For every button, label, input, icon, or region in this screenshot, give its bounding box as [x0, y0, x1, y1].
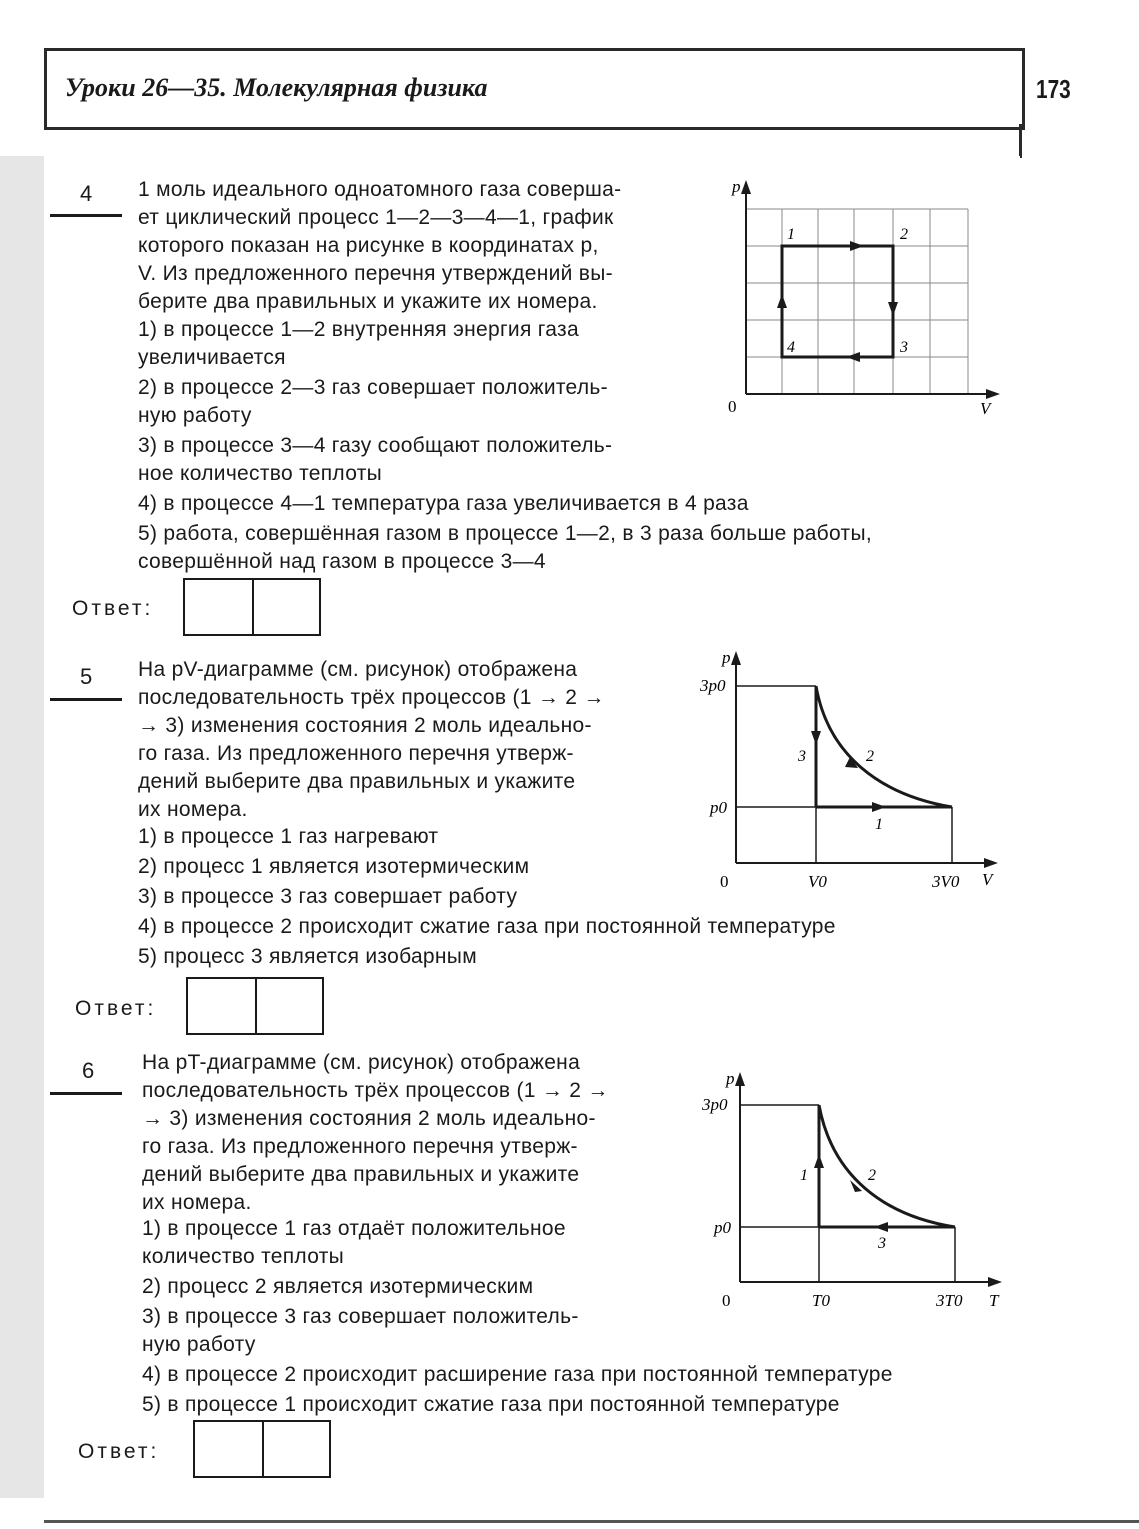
answer-label: Ответ:: [78, 1440, 160, 1463]
process-2-label: 2: [868, 1167, 876, 1184]
process-2-label: 2: [866, 748, 874, 765]
v-axis-label: V: [982, 870, 993, 889]
task-6-answer-box: [193, 1420, 331, 1478]
task-4-statement: [138, 176, 708, 316]
y-tick-p0: p0: [710, 798, 727, 817]
task-6-line: дений выберите два правильных и укажите: [142, 1163, 580, 1186]
task-4-answer-box: [183, 578, 321, 636]
task-6-number: 6: [82, 1058, 95, 1083]
answer-label: Ответ:: [75, 997, 157, 1020]
origin-label: 0: [720, 872, 729, 891]
x-tick-t0: T0: [812, 1291, 830, 1310]
process-1-arrow: [872, 802, 886, 812]
p-axis-arrow: [735, 1072, 745, 1086]
point-2-label: 2: [900, 226, 908, 243]
task-5-line: На pV-диаграмме (см. рисунок) отображена: [138, 658, 578, 681]
page-bottom: [0, 1498, 1139, 1529]
answer-label: Ответ:: [72, 597, 154, 620]
t-axis-label: T: [989, 1291, 999, 1310]
task-4-line: V. Из предложенного перечня утверждений вы-: [138, 262, 613, 285]
answer-cell[interactable]: [255, 979, 323, 1033]
answer-cell[interactable]: [262, 1422, 330, 1476]
task-5-marker: [50, 698, 122, 701]
task-4-line: 1 моль идеального одноатомного газа соверша-: [138, 178, 622, 201]
task-5-option-3: 3) в процессе 3 газ совершает работу: [138, 885, 518, 908]
point-4-label: 4: [787, 339, 795, 356]
point-3-label: 3: [900, 339, 908, 356]
task-5-statement: [138, 656, 678, 824]
task-5-line: дений выберите два правильных и укажите: [138, 770, 576, 793]
x-tick-3t0: 3T0: [936, 1291, 963, 1310]
task-5-graph: [700, 645, 1010, 895]
v-axis-arrow: [986, 389, 1000, 399]
task-5-line: последовательность трёх процессов (1 → 2 →: [138, 686, 605, 709]
header-divider: [1019, 124, 1022, 158]
y-tick-3p0: 3p0: [700, 676, 726, 695]
p-axis-arrow: [741, 180, 751, 194]
answer-cell[interactable]: [185, 580, 251, 634]
grid: [746, 209, 968, 394]
origin-label: 0: [728, 397, 737, 416]
y-tick-p0: p0: [714, 1218, 731, 1237]
v-axis-arrow: [984, 858, 998, 868]
cycle-path: [782, 246, 893, 357]
process-3-label: 3: [798, 748, 806, 765]
t-axis-arrow: [988, 1277, 1002, 1287]
task-6-line: их номера.: [142, 1191, 252, 1214]
task-4-line: берите два правильных и укажите их номера.: [138, 290, 598, 313]
answer-cell[interactable]: [195, 1422, 261, 1476]
task-6-option-2: 2) процесс 2 является изотермическим: [142, 1275, 534, 1298]
chapter-header: [44, 48, 1025, 130]
process-2-curve: [819, 1105, 955, 1227]
task-5-answer-box: [186, 977, 324, 1035]
arrow-2-3: [888, 302, 898, 316]
p-axis-label: p: [732, 177, 741, 196]
task-6-statement: [142, 1049, 680, 1217]
answer-cell[interactable]: [188, 979, 254, 1033]
task-4-marker: [50, 214, 122, 217]
task-6-line: → 3) изменения состояния 2 моль идеально-: [142, 1107, 596, 1130]
task-6-line: На pT-диаграмме (см. рисунок) отображена: [142, 1051, 581, 1074]
origin-label: 0: [722, 1291, 731, 1310]
task-5-option-1: 1) в процессе 1 газ нагревают: [138, 825, 439, 848]
process-2-curve: [816, 686, 952, 807]
chapter-title: Уроки 26—35. Молекулярная физика: [65, 73, 488, 102]
task-4-option-4: 4) в процессе 4—1 температура газа увеличивается в 4 раза: [138, 492, 749, 515]
task-4-graph: [720, 176, 1010, 421]
task-4-option-5: 5) работа, совершённая газом в процессе 1—2, в 3 раза больше работы, совершённой над газом в процессе 3—4: [138, 522, 872, 573]
page-number: 173: [1036, 74, 1071, 104]
task-6-line: последовательность трёх процессов (1 → 2 →: [142, 1079, 609, 1102]
task-6-option-1: 1) в процессе 1 газ отдаёт положительное количество теплоты: [142, 1217, 566, 1268]
process-1-arrow: [814, 1154, 824, 1168]
arrow-4-1: [777, 294, 787, 308]
task-5-line: их номера.: [138, 798, 248, 821]
task-5-option-2: 2) процесс 1 является изотермическим: [138, 855, 530, 878]
point-1-label: 1: [787, 226, 795, 243]
arrow-1-2: [850, 241, 864, 251]
answer-cell[interactable]: [252, 580, 320, 634]
x-tick-3v0: 3V0: [932, 872, 960, 891]
task-6-line: го газа. Из предложенного перечня утверж-: [142, 1135, 578, 1158]
task-4-number: 4: [80, 181, 93, 206]
process-1-label: 1: [875, 816, 883, 833]
v-axis-label: V: [980, 399, 991, 418]
bottom-rule: [44, 1520, 1139, 1523]
p-axis-arrow: [731, 651, 741, 665]
task-5-line: → 3) изменения состояния 2 моль идеально-: [138, 714, 592, 737]
task-5-option-4: 4) в процессе 2 происходит сжатие газа при постоянной температуре: [138, 915, 836, 938]
process-3-arrow: [811, 731, 821, 745]
task-6-option-4: 4) в процессе 2 происходит расширение газа при постоянной температуре: [142, 1363, 893, 1386]
task-6-option-5: 5) в процессе 1 происходит сжатие газа при постоянной температуре: [142, 1393, 840, 1416]
task-5-line: го газа. Из предложенного перечня утверж-: [138, 742, 574, 765]
task-6-option-3: 3) в процессе 3 газ совершает положитель- ную работу: [142, 1305, 579, 1356]
task-6-graph: [702, 1066, 1012, 1318]
task-5-number: 5: [80, 664, 93, 689]
task-4-option-1: 1) в процессе 1—2 внутренняя энергия газа увеличивается: [138, 318, 579, 369]
x-tick-v0: V0: [808, 872, 827, 891]
task-5-option-5: 5) процесс 3 является изобарным: [138, 945, 477, 968]
y-tick-3p0: 3p0: [702, 1095, 728, 1114]
arrow-3-4: [846, 352, 860, 362]
task-4-option-2: 2) в процессе 2—3 газ совершает положитель- ную работу: [138, 376, 608, 427]
task-4-line: которого показан на рисунке в координатах p,: [138, 234, 599, 257]
task-4-option-3: 3) в процессе 3—4 газу сообщают положитель- ное количество теплоты: [138, 434, 613, 485]
process-1-label: 1: [800, 1167, 808, 1184]
process-3-arrow: [874, 1222, 888, 1232]
task-6-marker: [50, 1092, 122, 1095]
p-axis-label: p: [726, 1069, 735, 1088]
p-axis-label: p: [722, 648, 731, 667]
task-4-line: ет циклический процесс 1—2—3—4—1, график: [138, 206, 614, 229]
process-3-label: 3: [878, 1235, 886, 1252]
